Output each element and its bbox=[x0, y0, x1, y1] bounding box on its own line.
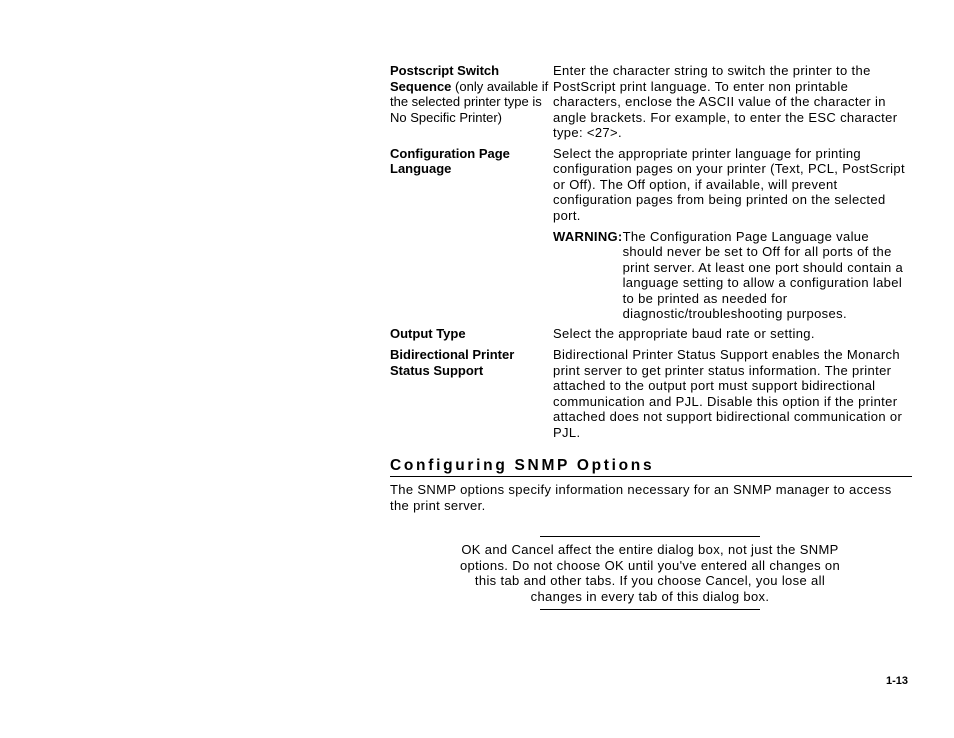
description-postscript-switch: Enter the character string to switch the printer to the PostScript print language. To enter non printable characters, enclose the ASCII value of the character in angle brackets. For example, to enter the ESC character type: <27>. bbox=[553, 63, 898, 140]
definition-row-configuration-page-language bbox=[390, 146, 912, 322]
term-bidirectional-status bbox=[390, 347, 553, 378]
term-label: Configuration Page Language bbox=[390, 145, 510, 177]
description-configuration-page-language bbox=[553, 146, 912, 322]
warning-label: WARNING: bbox=[553, 229, 623, 244]
term-label: Bidirectional Printer Status Support bbox=[390, 347, 515, 378]
note-bottom-rule bbox=[540, 609, 760, 610]
term-label: Postscript Switch Sequence bbox=[390, 63, 500, 94]
note-text: OK and Cancel affect the entire dialog box, not just the SNMP options. Do not choose OK until you've entered all changes on this tab and other tabs. If you choose Cancel, you lose all changes in every tab of this dialog box. bbox=[459, 542, 841, 604]
term-configuration-page-language bbox=[390, 146, 553, 177]
description-text: Select the appropriate printer language for printing configuration pages on your printer (Text, PCL, PostScript or Off). The Off option, if available, will prevent configuration pages from being printed on the selected port. bbox=[553, 145, 905, 223]
warning-block bbox=[553, 229, 912, 321]
warning-text: The Configuration Page Language value should never be set to Off for all ports of the print server. At least one port should contain a language setting to allow a configuration label to be printed as needed for diagnostic/troubleshooting purposes. bbox=[622, 229, 904, 322]
term-qualifier: (only available if the selected printer type is No Specific Printer) bbox=[390, 78, 549, 125]
term-output-type bbox=[390, 326, 553, 342]
description-output-type: Select the appropriate baud rate or setting. bbox=[553, 326, 815, 342]
term-label: Output Type bbox=[390, 326, 466, 342]
description-bidirectional-status: Bidirectional Printer Status Support enables the Monarch print server to get printer status information. The printer attached to the output port must support bidirectional communication and PJL. Disable this option if the printer attached does not support bidirectional communication or PJL. bbox=[553, 347, 903, 440]
section-heading: Configuring SNMP Options bbox=[390, 457, 912, 477]
definition-row-bidirectional-status bbox=[390, 347, 912, 440]
document-body bbox=[390, 63, 912, 513]
definition-row-postscript-switch bbox=[390, 63, 912, 141]
note-box bbox=[450, 536, 850, 610]
term-postscript-switch bbox=[390, 63, 553, 125]
section-intro: The SNMP options specify information necessary for an SNMP manager to access the print server. bbox=[390, 482, 892, 513]
definition-row-output-type bbox=[390, 326, 912, 342]
page-number: 1-13 bbox=[886, 675, 909, 687]
